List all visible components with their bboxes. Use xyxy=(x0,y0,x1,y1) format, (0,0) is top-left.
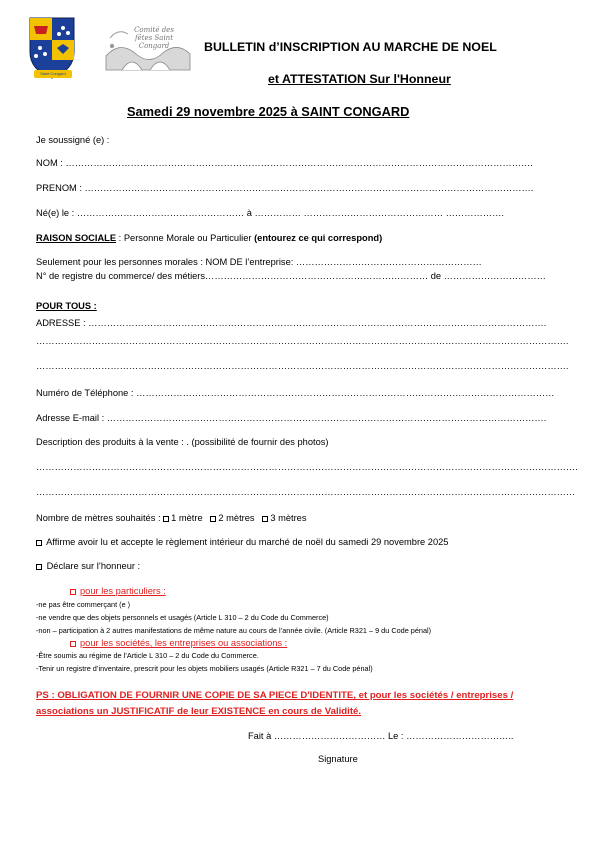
particuliers-checkbox[interactable] xyxy=(70,589,76,595)
affirme-text: Affirme avoir lu et accepte le règlement intérieur du marché de noël du samedi 29 novembre 2025 xyxy=(46,537,449,547)
date-heading: Samedi 29 novembre 2025 à SAINT CONGARD xyxy=(127,104,410,119)
declare-row xyxy=(36,561,140,571)
societes-checkbox[interactable] xyxy=(70,641,76,647)
pour-tous-heading: POUR TOUS : xyxy=(36,301,97,311)
adresse-continuation-1[interactable]: ………………………………………………………………………………………………………………………………………………………. xyxy=(36,336,569,346)
title-line-1: BULLETIN d’INSCRIPTION AU MARCHE DE NOEL xyxy=(204,40,497,54)
particuliers-heading: pour les particuliers : xyxy=(80,586,166,596)
nom-field[interactable]: NOM : ……………………………………………………………………………………………………………………………………. xyxy=(36,158,533,168)
ps-line-1: PS : OBLIGATION DE FOURNIR UNE COPIE DE SA PIECE D'IDENTITE, et pour les sociétés / entreprises / xyxy=(36,690,514,701)
particuliers-item-2: -ne vendre que des objets personnels et usagés (Article L 310 – 2 du Code du Commerce) xyxy=(36,613,329,622)
declare-text: Déclare sur l’honneur : xyxy=(46,561,141,571)
adresse-field[interactable]: ADRESSE : …………………………………………………………………………………………………………………………………. xyxy=(36,318,547,328)
je-soussigne-label: Je soussigné (e) : xyxy=(36,135,110,145)
raison-sociale-instruction: (entourez ce qui correspond) xyxy=(254,233,383,243)
particuliers-item-3: -non – participation à 2 autres manifestations de même nature au cours de l’année civile. (Article R321 – 9 du Code pénal) xyxy=(36,626,432,635)
societes-item-1: -Être soumis au régime de l’Article L 310 – 2 du Code du Commerce. xyxy=(36,651,259,660)
adresse-continuation-2[interactable]: ………………………………………………………………………………………………………………………………………………………. xyxy=(36,361,569,371)
metres-checkbox-1[interactable] xyxy=(163,516,169,522)
metres-checkbox-3[interactable] xyxy=(262,516,268,522)
comite-logo-text: Comité des fêtes Saint Congard xyxy=(134,26,174,50)
prenom-field[interactable]: PRENOM : ………………………………………………………………………………………………………………………………. xyxy=(36,183,534,193)
signature-label: Signature xyxy=(318,754,358,764)
metres-label: Nombre de mètres souhaités : xyxy=(36,513,164,523)
metres-option-2: 2 mètres xyxy=(218,513,255,523)
raison-sociale-label: RAISON SOCIALE xyxy=(36,233,117,243)
metres-checkbox-2[interactable] xyxy=(210,516,216,522)
metres-row xyxy=(36,513,307,523)
logo-banner: Saint Congard xyxy=(34,70,72,78)
metres-option-3: 3 mètres xyxy=(270,513,307,523)
description-line-2[interactable]: ………………………………………………………………………………………………………………………………………………………… xyxy=(36,487,576,497)
personnes-morales-field[interactable]: Seulement pour les personnes morales : NOM DE l’entreprise: …………………………………………………… xyxy=(36,257,482,267)
societes-heading-row xyxy=(70,638,287,648)
registre-commerce-field[interactable]: N° de registre du commerce/ des métiers……………………………………………………………… de …………………………… xyxy=(36,271,546,281)
metres-option-1: 1 mètre xyxy=(171,513,203,523)
title-line-2: et ATTESTATION Sur l'Honneur xyxy=(268,72,451,86)
particuliers-item-1: -ne pas être commerçant (e ) xyxy=(36,600,131,609)
affirme-checkbox[interactable] xyxy=(36,540,42,546)
description-label: Description des produits à la vente : . (possibilité de fournir des photos) xyxy=(36,437,329,447)
ps-line-2: associations un JUSTIFICATIF de leur EXISTENCE en cours de Validité. xyxy=(36,706,362,717)
telephone-field[interactable]: Numéro de Téléphone : ……………………………………………………………………………………………………………………… xyxy=(36,388,555,398)
birth-field[interactable]: Né(e) le : ……………………………………………… à …………… ……………………………………… ………………. xyxy=(36,208,504,218)
fait-a-field[interactable]: Fait à ……………………………… Le : …………………………….. xyxy=(248,731,514,741)
societes-heading: pour les sociétés, les entreprises ou associations : xyxy=(80,638,288,648)
raison-sociale-line xyxy=(36,233,382,243)
description-line-1[interactable]: …………………………………………………………………………………………………………………………………………………………. xyxy=(36,462,578,472)
particuliers-heading-row xyxy=(70,586,166,596)
affirme-row xyxy=(36,537,448,547)
email-field[interactable]: Adresse E-mail : ……………………………………………………………………………………………………………………………. xyxy=(36,413,547,423)
raison-sociale-text: : Personne Morale ou Particulier xyxy=(116,233,255,243)
societes-item-2: -Tenir un registre d’inventaire, prescrit pour les objets mobiliers usagés (Article R321 – 7 du Code pénal) xyxy=(36,664,373,673)
declare-checkbox[interactable] xyxy=(36,564,42,570)
